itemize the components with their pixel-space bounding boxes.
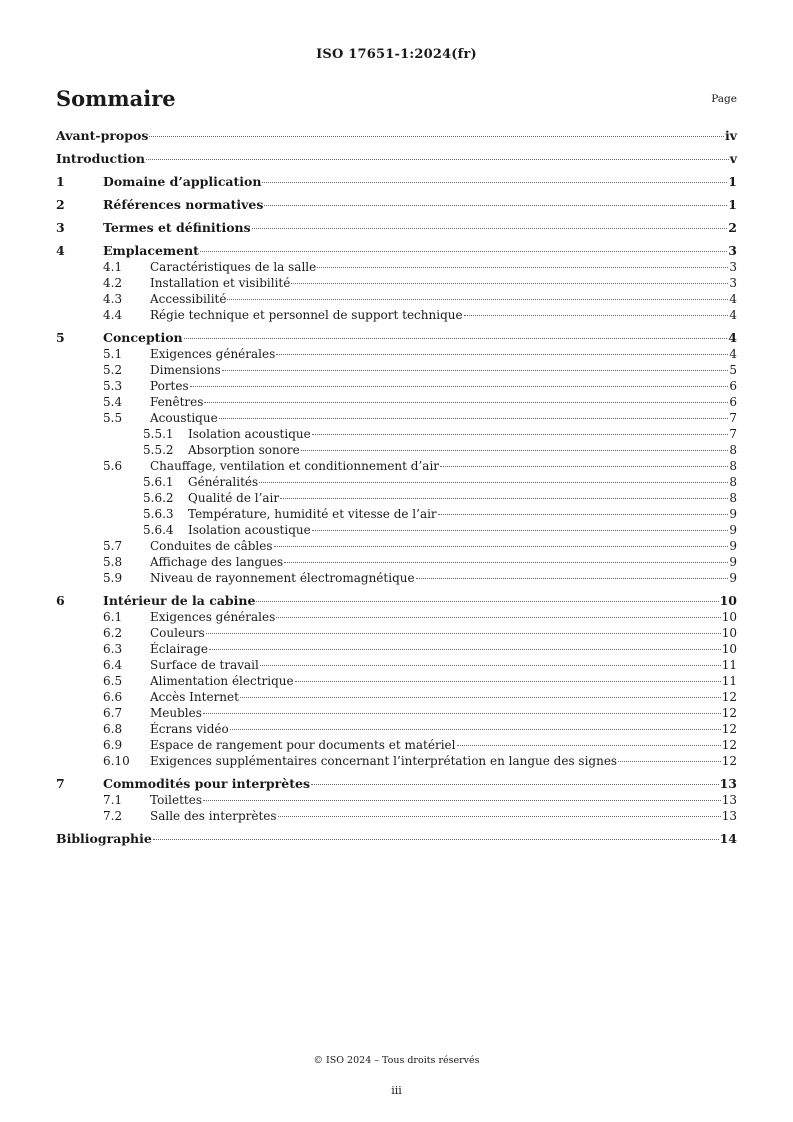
toc-entry-page: 3 xyxy=(729,276,737,290)
toc-entry[interactable] xyxy=(56,291,737,307)
toc-entry-number: 6.3 xyxy=(103,642,123,656)
toc-entry-page: 8 xyxy=(729,491,737,505)
toc-entry[interactable] xyxy=(56,641,737,657)
toc-entry-page: 1 xyxy=(728,174,737,189)
toc-entry-page: iv xyxy=(724,128,737,143)
toc-entry-number: 5.5 xyxy=(103,411,123,425)
toc-entry-number: 4.4 xyxy=(103,308,123,322)
toc-leader-dots xyxy=(260,665,721,666)
toc-entry-number: 5.9 xyxy=(103,571,123,585)
toc-entry-title: Isolation acoustique xyxy=(188,427,311,441)
toc-entry[interactable] xyxy=(56,689,737,705)
toc-leader-dots xyxy=(256,601,718,602)
toc-entry[interactable] xyxy=(56,506,737,522)
document-header: ISO 17651-1:2024(fr) xyxy=(316,47,477,62)
toc-entry-page: 12 xyxy=(721,754,737,768)
toc-entry[interactable] xyxy=(56,792,737,808)
toc-entry[interactable] xyxy=(56,808,737,824)
toc-entry-page: 9 xyxy=(729,507,737,521)
toc-entry-title: Emplacement xyxy=(103,243,199,258)
toc-entry-title: Régie technique et personnel de support technique xyxy=(150,308,463,322)
toc-entry-title: Espace de rangement pour documents et matériel xyxy=(150,738,456,752)
toc-leader-dots xyxy=(252,228,728,229)
toc-section-gap xyxy=(56,167,737,174)
toc-entry[interactable] xyxy=(56,490,737,506)
toc-leader-dots xyxy=(618,761,721,762)
toc-leader-dots xyxy=(146,159,729,160)
toc-entry-page: 5 xyxy=(729,363,737,377)
toc-entry-number: 5.5.1 xyxy=(143,427,174,441)
toc-entry-title: Commodités pour interprètes xyxy=(103,776,310,791)
toc-entry-page: 8 xyxy=(729,475,737,489)
toc-entry-number: 5.6.2 xyxy=(143,491,174,505)
toc-entry-title: Intérieur de la cabine xyxy=(103,593,256,608)
page-number: iii xyxy=(391,1084,402,1097)
toc-entry-number: 5.8 xyxy=(103,555,123,569)
toc-entry-number: 4 xyxy=(56,243,65,258)
toc-leader-dots xyxy=(219,418,729,419)
toc-entry-page: 11 xyxy=(721,658,737,672)
toc-entry-title: Conception xyxy=(103,330,183,345)
toc-entry-title: Alimentation électrique xyxy=(150,674,294,688)
toc-entry-page: 7 xyxy=(729,411,737,425)
toc-leader-dots xyxy=(184,338,728,339)
toc-leader-dots xyxy=(440,466,728,467)
toc-entry[interactable] xyxy=(56,538,737,554)
toc-leader-dots xyxy=(276,354,728,355)
toc-entry-number: 5.6.4 xyxy=(143,523,174,537)
toc-section-gap xyxy=(56,824,737,831)
toc-entry-page: 10 xyxy=(721,610,737,624)
toc-entry[interactable] xyxy=(56,721,737,737)
toc-entry-title: Salle des interprètes xyxy=(150,809,277,823)
toc-leader-dots xyxy=(240,697,721,698)
toc-leader-dots xyxy=(209,649,721,650)
toc-section-gap xyxy=(56,144,737,151)
toc-leader-dots xyxy=(464,315,729,316)
toc-entry[interactable] xyxy=(56,426,737,442)
toc-entry-number: 5.6.1 xyxy=(143,475,174,489)
toc-section-gap xyxy=(56,769,737,776)
toc-entry[interactable] xyxy=(56,346,737,362)
toc-entry-page: 3 xyxy=(729,260,737,274)
toc-section-gap xyxy=(56,323,737,330)
toc-entry[interactable] xyxy=(56,394,737,410)
toc-entry-page: 12 xyxy=(721,722,737,736)
toc-entry-number: 6.10 xyxy=(103,754,130,768)
toc-entry-title: Caractéristiques de la salle xyxy=(150,260,317,274)
toc-entry-title: Dimensions xyxy=(150,363,221,377)
toc-entry[interactable] xyxy=(56,307,737,323)
toc-entry-title: Exigences supplémentaires concernant l’interprétation en langue des signes xyxy=(150,754,618,768)
toc-leader-dots xyxy=(312,530,729,531)
toc-section-gap xyxy=(56,213,737,220)
toc-entry[interactable] xyxy=(56,259,737,275)
toc-entry-page: 9 xyxy=(729,571,737,585)
toc-entry-number: 7 xyxy=(56,776,65,791)
toc-entry[interactable] xyxy=(56,458,737,474)
toc-entry-title: Éclairage xyxy=(150,642,208,656)
toc-entry-title: Introduction xyxy=(56,151,146,166)
toc-leader-dots xyxy=(149,136,724,137)
toc-entry-page: 12 xyxy=(721,738,737,752)
toc-entry-title: Niveau de rayonnement électromagnétique xyxy=(150,571,415,585)
toc-entry-number: 6.6 xyxy=(103,690,123,704)
toc-section-gap xyxy=(56,586,737,593)
copyright-footer: © ISO 2024 – Tous droits réservés xyxy=(313,1055,480,1066)
toc-entry-title: Bibliographie xyxy=(56,831,152,846)
toc-entry-page: 6 xyxy=(729,395,737,409)
toc-entry-number: 7.1 xyxy=(103,793,123,807)
toc-leader-dots xyxy=(264,205,727,206)
toc-leader-dots xyxy=(222,370,729,371)
toc-entry-page: 4 xyxy=(729,308,737,322)
toc-entry[interactable] xyxy=(56,151,737,167)
toc-entry[interactable] xyxy=(56,753,737,769)
toc-section-gap xyxy=(56,236,737,243)
toc-entry-title: Accès Internet xyxy=(150,690,239,704)
toc-leader-dots xyxy=(203,713,721,714)
toc-entry-title: Domaine d’application xyxy=(103,174,262,189)
toc-entry-page: 13 xyxy=(719,776,737,791)
toc-entry-title: Surface de travail xyxy=(150,658,259,672)
toc-entry-number: 5.3 xyxy=(103,379,123,393)
toc-entry-number: 6.5 xyxy=(103,674,123,688)
toc-entry[interactable] xyxy=(56,673,737,689)
toc-entry-title: Conduites de câbles xyxy=(150,539,273,553)
toc-entry-title: Exigences générales xyxy=(150,347,276,361)
toc-entry-number: 5.4 xyxy=(103,395,123,409)
toc-leader-dots xyxy=(190,386,729,387)
toc-entry[interactable] xyxy=(56,776,737,792)
toc-leader-dots xyxy=(200,251,727,252)
toc-entry-page: 9 xyxy=(729,555,737,569)
toc-entry-title: Avant-propos xyxy=(56,128,149,143)
toc-entry-number: 6.7 xyxy=(103,706,123,720)
toc-entry-page: v xyxy=(729,151,737,166)
toc-leader-dots xyxy=(153,839,719,840)
toc-entry-number: 5.2 xyxy=(103,363,123,377)
toc-entry[interactable] xyxy=(56,831,737,847)
toc-entry-title: Couleurs xyxy=(150,626,205,640)
toc-entry[interactable] xyxy=(56,378,737,394)
toc-leader-dots xyxy=(438,514,729,515)
toc-entry-number: 5.5.2 xyxy=(143,443,174,457)
toc-entry[interactable] xyxy=(56,220,737,236)
toc-entry-page: 6 xyxy=(729,379,737,393)
toc-leader-dots xyxy=(278,816,721,817)
toc-entry-title: Affichage des langues xyxy=(150,555,284,569)
toc-entry-title: Accessibilité xyxy=(150,292,227,306)
toc-entry-page: 8 xyxy=(729,443,737,457)
toc-entry[interactable] xyxy=(56,522,737,538)
toc-entry-title: Portes xyxy=(150,379,189,393)
toc-entry-number: 5.6.3 xyxy=(143,507,174,521)
page-column-label: Page xyxy=(711,93,737,105)
toc-entry-page: 4 xyxy=(729,347,737,361)
toc-entry[interactable] xyxy=(56,410,737,426)
toc-entry[interactable] xyxy=(56,593,737,609)
toc-entry-number: 7.2 xyxy=(103,809,123,823)
toc-entry-page: 10 xyxy=(721,642,737,656)
toc-entry-number: 5.7 xyxy=(103,539,123,553)
toc-leader-dots xyxy=(230,729,721,730)
toc-leader-dots xyxy=(301,450,729,451)
toc-entry-title: Meubles xyxy=(150,706,202,720)
toc-entry-number: 6.1 xyxy=(103,610,123,624)
toc-entry[interactable] xyxy=(56,197,737,213)
toc-entry-number: 6.2 xyxy=(103,626,123,640)
toc-entry-number: 1 xyxy=(56,174,65,189)
toc-entry-number: 6.8 xyxy=(103,722,123,736)
toc-leader-dots xyxy=(203,800,721,801)
toc-entry-number: 6.4 xyxy=(103,658,123,672)
toc-entry[interactable] xyxy=(56,243,737,259)
toc-leader-dots xyxy=(457,745,721,746)
toc-entry[interactable] xyxy=(56,705,737,721)
toc-entry-number: 2 xyxy=(56,197,65,212)
toc-entry-number: 5.6 xyxy=(103,459,123,473)
toc-leader-dots xyxy=(295,681,721,682)
toc-entry-page: 3 xyxy=(728,243,737,258)
toc-entry-page: 8 xyxy=(729,459,737,473)
toc-leader-dots xyxy=(312,434,729,435)
toc-leader-dots xyxy=(227,299,728,300)
toc-entry[interactable] xyxy=(56,657,737,673)
toc-entry-title: Toilettes xyxy=(150,793,202,807)
toc-entry-page: 9 xyxy=(729,539,737,553)
toc-entry-number: 3 xyxy=(56,220,65,235)
toc-leader-dots xyxy=(291,283,728,284)
toc-entry-page: 12 xyxy=(721,690,737,704)
toc-entry[interactable] xyxy=(56,442,737,458)
toc-entry-title: Écrans vidéo xyxy=(150,722,229,736)
table-of-contents xyxy=(56,128,737,847)
toc-entry-number: 4.3 xyxy=(103,292,123,306)
toc-leader-dots xyxy=(276,617,720,618)
toc-entry-title: Qualité de l’air xyxy=(188,491,280,505)
toc-title: Sommaire xyxy=(56,86,176,111)
toc-entry-title: Exigences générales xyxy=(150,610,276,624)
toc-entry[interactable] xyxy=(56,128,737,144)
toc-entry-number: 4.1 xyxy=(103,260,123,274)
toc-entry-page: 4 xyxy=(729,292,737,306)
toc-entry-page: 4 xyxy=(728,330,737,345)
toc-entry-page: 1 xyxy=(728,197,737,212)
toc-leader-dots xyxy=(280,498,728,499)
toc-entry-number: 5.1 xyxy=(103,347,123,361)
toc-entry[interactable] xyxy=(56,737,737,753)
toc-leader-dots xyxy=(416,578,729,579)
toc-entry-title: Fenêtres xyxy=(150,395,204,409)
toc-entry[interactable] xyxy=(56,625,737,641)
toc-entry-title: Références normatives xyxy=(103,197,264,212)
toc-entry-title: Généralités xyxy=(188,475,259,489)
toc-entry-number: 6 xyxy=(56,593,65,608)
toc-leader-dots xyxy=(262,182,727,183)
toc-entry-page: 2 xyxy=(728,220,737,235)
toc-leader-dots xyxy=(206,633,721,634)
toc-leader-dots xyxy=(311,784,719,785)
toc-entry-number: 6.9 xyxy=(103,738,123,752)
toc-entry-title: Acoustique xyxy=(150,411,218,425)
toc-entry-page: 10 xyxy=(719,593,737,608)
toc-entry-page: 14 xyxy=(719,831,737,846)
toc-leader-dots xyxy=(317,267,728,268)
toc-entry-title: Absorption sonore xyxy=(188,443,300,457)
toc-entry-title: Termes et définitions xyxy=(103,220,251,235)
toc-entry[interactable] xyxy=(56,474,737,490)
toc-entry[interactable] xyxy=(56,570,737,586)
toc-entry[interactable] xyxy=(56,362,737,378)
toc-entry-title: Température, humidité et vitesse de l’air xyxy=(188,507,437,521)
toc-leader-dots xyxy=(274,546,729,547)
toc-section-gap xyxy=(56,190,737,197)
toc-entry-page: 7 xyxy=(729,427,737,441)
toc-entry-number: 4.2 xyxy=(103,276,123,290)
toc-entry[interactable] xyxy=(56,330,737,346)
toc-entry-page: 9 xyxy=(729,523,737,537)
toc-entry[interactable] xyxy=(56,554,737,570)
toc-entry[interactable] xyxy=(56,275,737,291)
toc-entry[interactable] xyxy=(56,174,737,190)
toc-leader-dots xyxy=(284,562,728,563)
toc-entry-page: 11 xyxy=(721,674,737,688)
toc-entry-page: 12 xyxy=(721,706,737,720)
toc-entry[interactable] xyxy=(56,609,737,625)
toc-entry-page: 13 xyxy=(721,809,737,823)
toc-leader-dots xyxy=(204,402,728,403)
toc-entry-title: Isolation acoustique xyxy=(188,523,311,537)
toc-entry-page: 13 xyxy=(721,793,737,807)
toc-entry-page: 10 xyxy=(721,626,737,640)
toc-leader-dots xyxy=(259,482,728,483)
toc-entry-title: Installation et visibilité xyxy=(150,276,291,290)
toc-entry-title: Chauffage, ventilation et conditionnement d’air xyxy=(150,459,440,473)
toc-entry-number: 5 xyxy=(56,330,65,345)
